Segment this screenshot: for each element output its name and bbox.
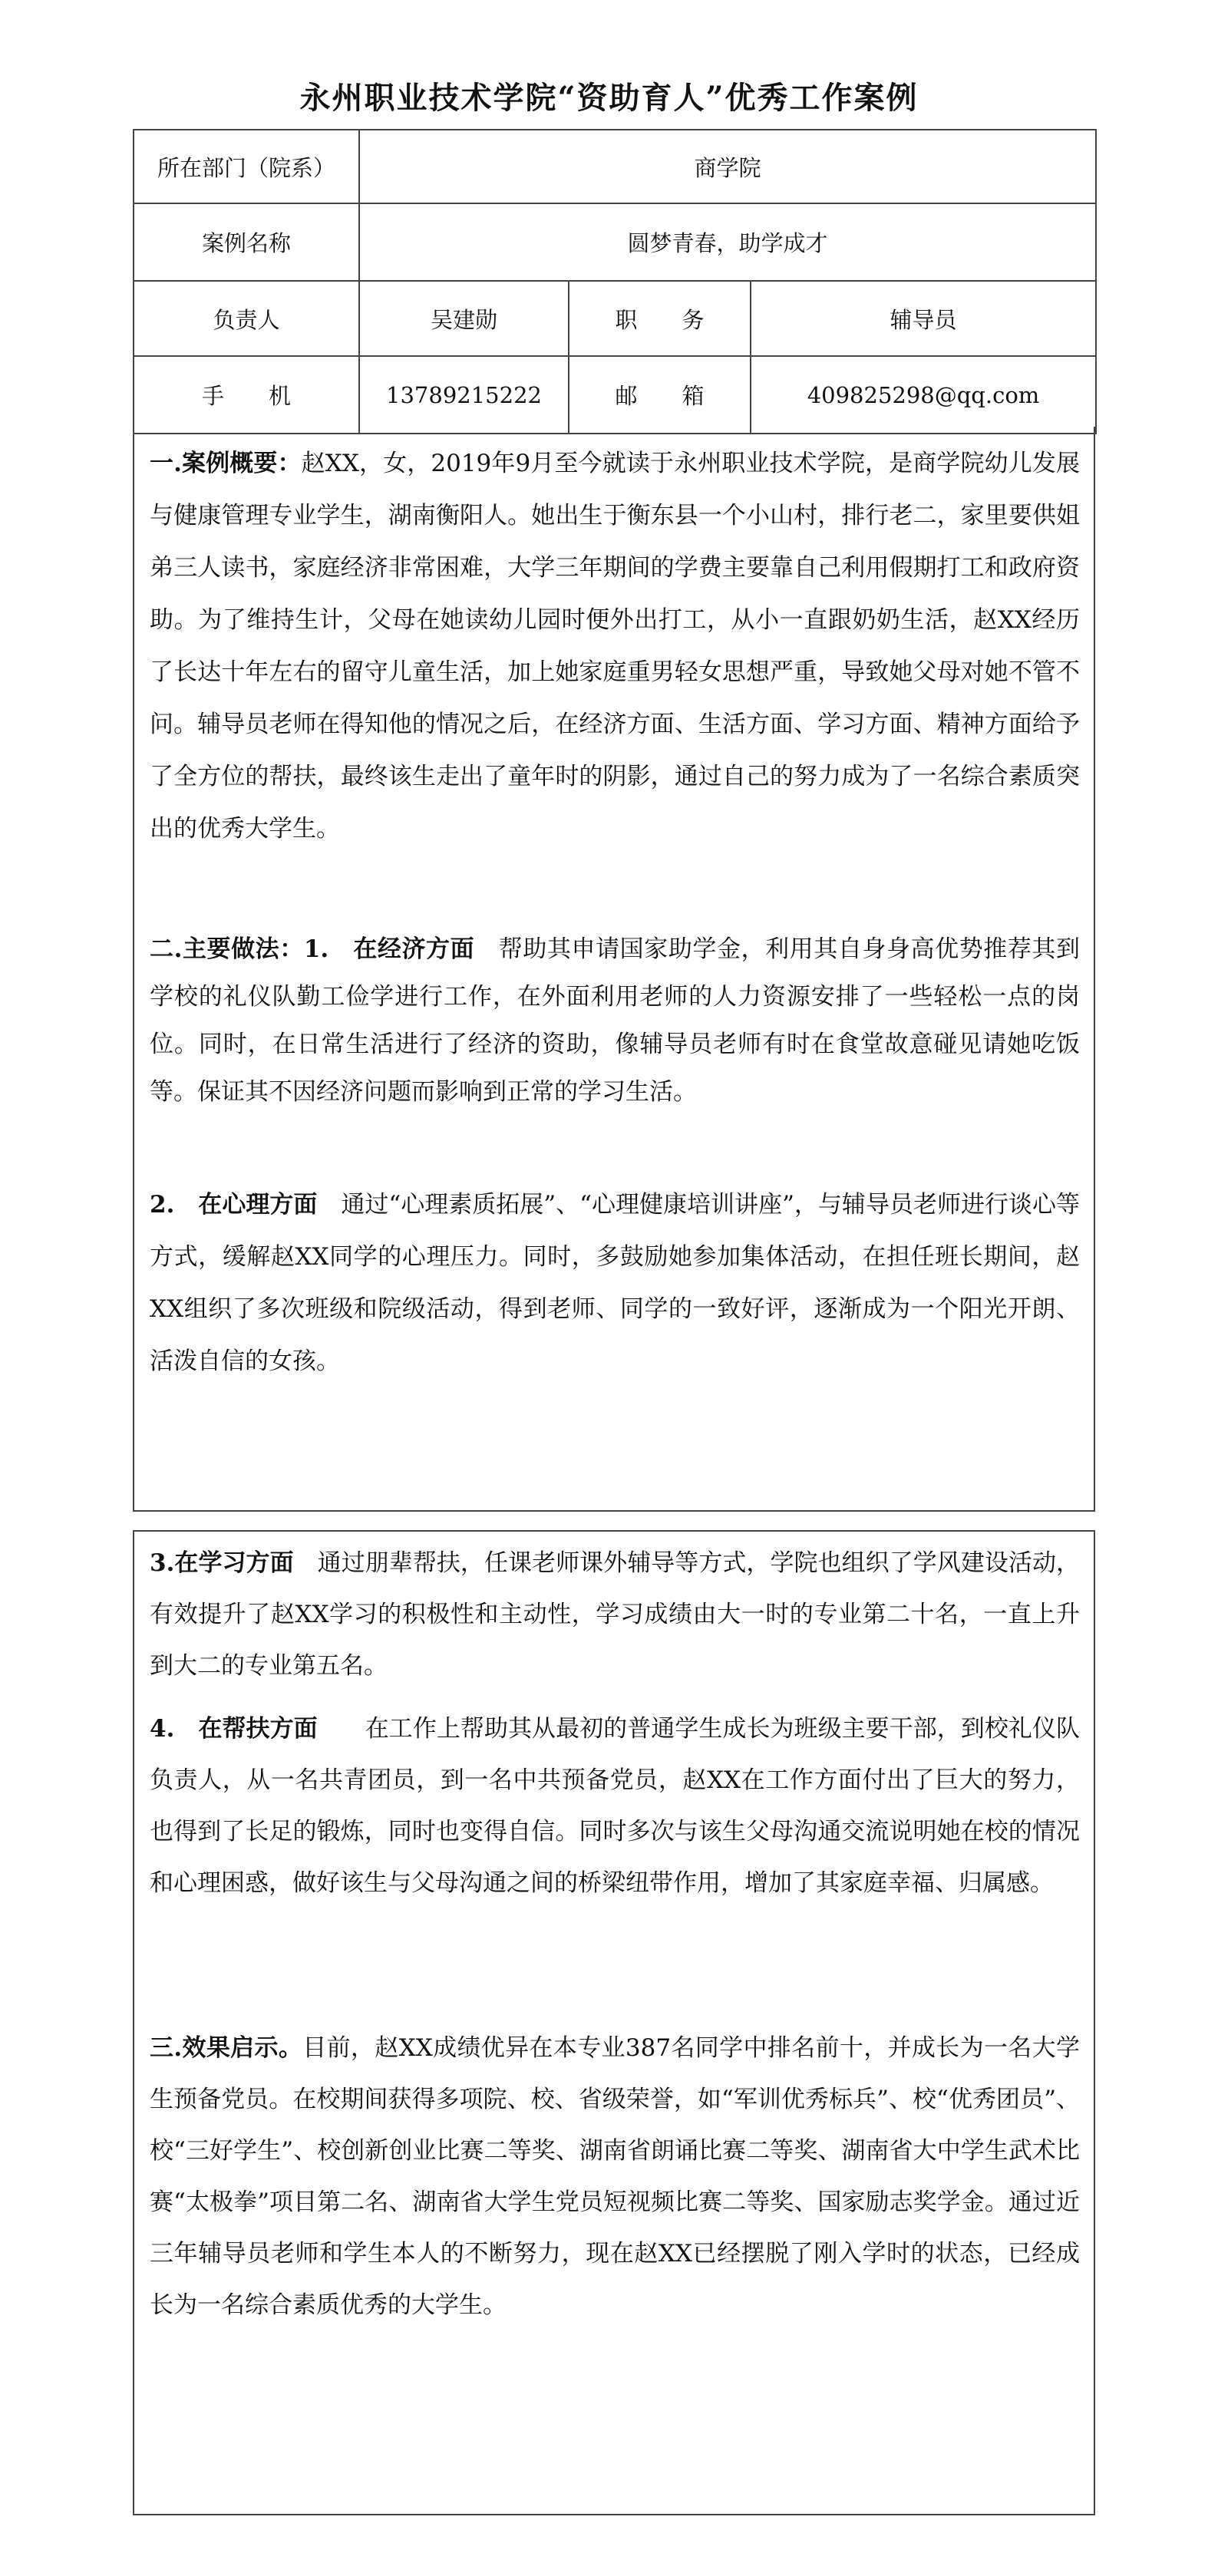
post-value: 辅导员: [751, 281, 1096, 356]
email-label: 邮 箱: [569, 356, 751, 434]
practice-4-title: 4. 在帮扶方面: [150, 1715, 318, 1743]
practice-2-title: 2. 在心理方面: [150, 1191, 318, 1219]
practice-4-body: 在工作上帮助其从最初的普通学生成长为班级主要干部，到校礼仪队负责人，从一名共青团员，到一名中共预备党员，赵XX在工作方面付出了巨大的努力，也得到了长足的锻炼，同时也变得自信。同时多次与该生父母沟通交流说明她在校的情况和心理困惑，做好该生与父母沟通之间的桥梁纽带作用，增加了其家庭幸福、归属感。: [150, 1715, 1080, 1897]
main-practices: [150, 925, 1080, 1116]
practice-1-body: 帮助其申请国家助学金，利用其自身身高优势推荐其到学校的礼仪队勤工俭学进行工作，在外面利用老师的人力资源安排了一些轻松一点的岗位。同时，在日常生活进行了经济的资助，像辅导员老师有时在食堂故意碰见请她吃饭等。保证其不因经济问题而影响到正常的学习生活。: [150, 935, 1081, 1106]
results-heading: 三.效果启示。: [150, 2034, 303, 2062]
practice-1-title: 1. 在经济方面: [303, 935, 475, 963]
content-box-2: [133, 1530, 1095, 2515]
info-row-lead: [134, 281, 1096, 356]
lead-label: 负责人: [134, 281, 359, 356]
phone-value: 13789215222: [359, 356, 569, 434]
lead-value: 吴建勋: [359, 281, 569, 356]
dept-label: 所在部门（院系）: [134, 130, 359, 203]
document-title: 永州职业技术学院“资助育人”优秀工作案例: [299, 80, 919, 116]
case-value: 圆梦青春，助学成才: [359, 203, 1096, 281]
case-summary: [150, 437, 1080, 855]
practice-3: [150, 1538, 1080, 1692]
results-body: 目前，赵XX成绩优异在本专业387名同学中排名前十，并成长为一名大学生预备党员。在校期间获得多项院、校、省级荣誉，如“军训优秀标兵”、校“优秀团员”、校“三好学生”、校创新创业比赛二等奖、湖南省朗诵比赛二等奖、湖南省大中学生武术比赛“太极拳”项目第二名、湖南省大学生党员短视频比赛二等奖、国家励志奖学金。通过近三年辅导员老师和学生本人的不断努力，现在赵XX已经摆脱了刚入学时的状态，已经成长为一名综合素质优秀的大学生。: [150, 2034, 1080, 2319]
practice-2-body: 通过“心理素质拓展”、“心理健康培训讲座”，与辅导员老师进行谈心等方式，缓解赵XX同学的心理压力。同时，多鼓励她参加集体活动，在担任班长期间，赵XX组织了多次班级和院级活动，得到老师、同学的一致好评，逐渐成为一个阳光开朗、活泼自信的女孩。: [150, 1191, 1080, 1375]
info-table: [133, 129, 1097, 434]
post-label: 职 务: [569, 281, 751, 356]
content-box-1: [133, 427, 1095, 1512]
dept-value: 商学院: [359, 130, 1096, 203]
phone-label: 手 机: [134, 356, 359, 434]
summary-body: 赵XX，女，2019年9月至今就读于永州职业技术学院，是商学院幼儿发展与健康管理专业学生，湖南衡阳人。她出生于衡东县一个小山村，排行老二，家里要供姐弟三人读书，家庭经济非常困难，大学三年期间的学费主要靠自己利用假期打工和政府资助。为了维持生计，父母在她读幼儿园时便外出打工，从小一直跟奶奶生活，赵XX经历了长达十年左右的留守儿童生活，加上她家庭重男轻女思想严重，导致她父母对她不管不问。辅导员老师在得知他的情况之后，在经济方面、生活方面、学习方面、精神方面给予了全方位的帮扶，最终该生走出了童年时的阴影，通过自己的努力成为了一名综合素质突出的优秀大学生。: [150, 450, 1080, 843]
info-row-dept: [134, 130, 1096, 203]
practice-2: [150, 1179, 1080, 1387]
practice-3-title: 3.在学习方面: [150, 1549, 294, 1577]
practice-4: [150, 1704, 1080, 1909]
email-value: 409825298@qq.com: [751, 356, 1096, 434]
case-label: 案例名称: [134, 203, 359, 281]
practices-heading: 二.主要做法：: [150, 935, 304, 963]
practice-3-body: 通过朋辈帮扶，任课老师课外辅导等方式，学院也组织了学风建设活动，有效提升了赵XX学习的积极性和主动性，学习成绩由大一时的专业第二十名，一直上升到大二的专业第五名。: [150, 1549, 1080, 1680]
results: [150, 2023, 1080, 2331]
info-row-case: [134, 203, 1096, 281]
info-row-contact: [134, 356, 1096, 434]
summary-heading: 一.案例概要：: [150, 450, 302, 477]
